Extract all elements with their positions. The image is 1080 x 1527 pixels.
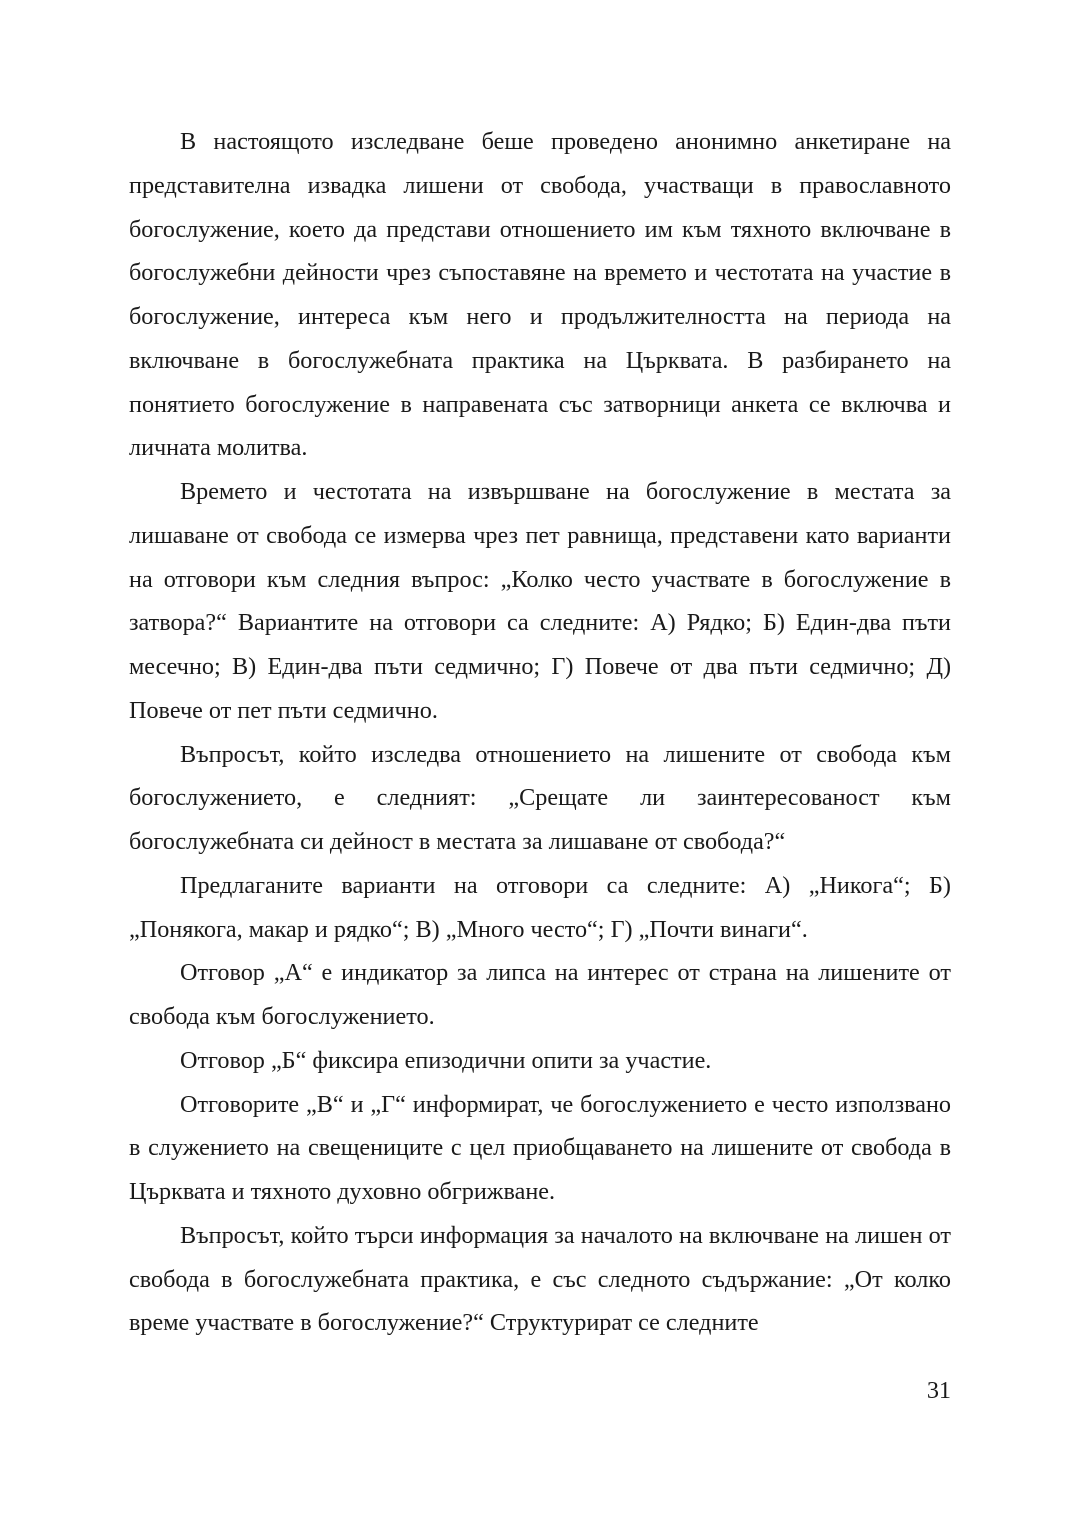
- paragraph-6: Отговор „Б“ фиксира епизодични опити за участие.: [180, 1046, 712, 1074]
- paragraph-8: Въпросът, който търси информация за началото на включване на лишен от свобода в богослужебната практика, е със следното съдържание: „От колко време участвате в богослужение?“ Структурират се следните: [129, 1221, 951, 1337]
- paragraph-4: Предлаганите варианти на отговори са следните: А) „Никога“; Б) „Понякога, макар и рядко“; В) „Много често“; Г) „Почти винаги“.: [129, 871, 951, 943]
- page-number: 31: [926, 1377, 951, 1404]
- paragraph-5: Отговор „А“ е индикатор за липса на интерес от страна на лишените от свобода към богослужението.: [129, 959, 951, 1030]
- paragraph-3: Въпросът, който изследва отношението на лишените от свобода към богослужението, е следният: „Срещате ли заинтересованост към богослужебната си дейност в местата за лишаване от свобода?“: [129, 740, 951, 855]
- paragraph-1: В настоящото изследване беше проведено анонимно анкетиране на представителна извадка лишени от свобода, участващи в православното богослужение, което да представи отношението им към тяхното включване в богослужебни дейности чрез съпоставяне на времето и честотата на участие в богослужение, интереса към него и продължителността на периода на включване в богослужебната практика на Църквата. В разбирането на понятието богослужение в направената със затворници анкета се включва и личната молитва.: [129, 128, 951, 462]
- body-text: [129, 120, 951, 1345]
- paragraph-7: Отговорите „В“ и „Г“ информират, че богослужението е често използвано в служението на свещениците с цел приобщаването на лишените от свобода в Църквата и тяхното духовно обгрижване.: [129, 1090, 951, 1205]
- paragraph-2: Времето и честотата на извършване на богослужение в местата за лишаване от свобода се измерва чрез пет равнища, представени като варианти на отговори към следния въпрос: „Колко често участвате в богослужение в затвора?“ Вариантите на отговори са следните: А) Рядко; Б) Един-два пъти месечно; В) Един-два пъти седмично; Г) Повече от два пъти седмично; Д) Повече от пет пъти седмично.: [129, 478, 951, 724]
